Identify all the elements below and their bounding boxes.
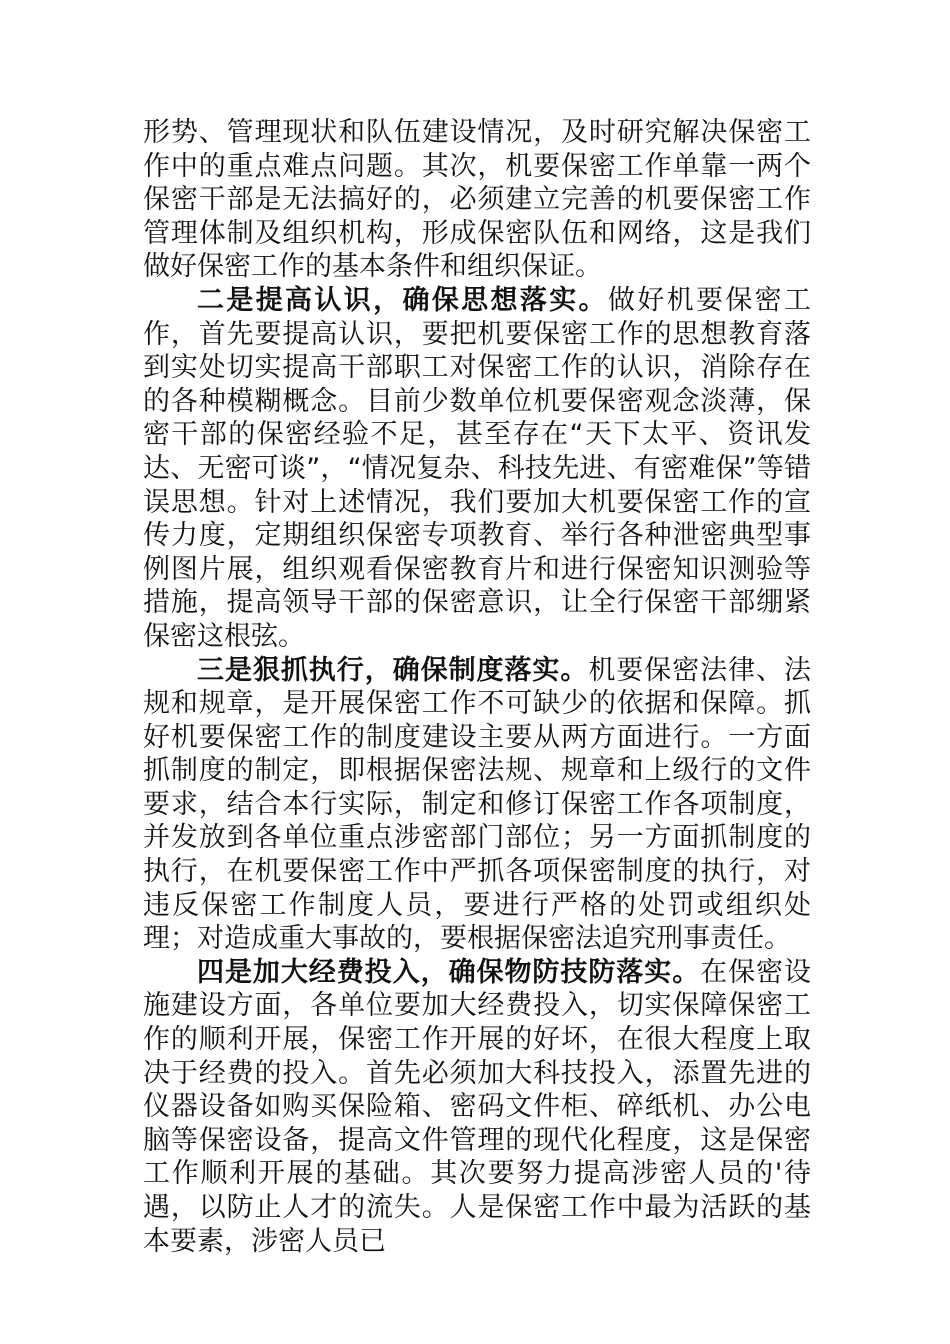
paragraph-2-text: 做好机要保密工作，首先要提高认识，要把机要保密工作的思想教育落到实处切实提高干部职工对保密工作的认识，消除存在的各种模糊概念。目前少数单位机要保密观念淡薄，保密干部的保密经验不足，甚至存在“天下太平、资讯发达、无密可谈”，“情况复杂、科技先进、有密难保”等错误思想。针对上述情况，我们要加大机要保密工作的宣传力度，定期组织保密专项教育、举行各种泄密典型事例图片展，组织观看保密教育片和进行保密知识测验等措施，提高领导干部的保密意识，让全行保密干部绷紧保密这根弦。 [143, 284, 812, 652]
paragraph-2 [143, 284, 811, 654]
paragraph-4 [143, 956, 811, 1258]
paragraph-2-lead: 二是提高认识，确保思想落实。 [197, 284, 608, 316]
paragraph-1 [143, 116, 811, 284]
paragraph-3 [143, 654, 811, 956]
paragraph-3-lead: 三是狠抓执行，确保制度落实。 [197, 654, 589, 686]
paragraph-4-text: 在保密设施建设方面，各单位要加大经费投入，切实保障保密工作的顺利开展，保密工作开展的好坏，在很大程度上取决于经费的投入。首先必须加大科技投入，添置先进的仪器设备如购买保险箱、密码文件柜、碎纸机、办公电脑等保密设备，提高文件管理的现代化程度，这是保密工作顺利开展的基础。其次要努力提高涉密人员的'待遇，以防止人才的流失。人是保密工作中最为活跃的基本要素，涉密人员已 [143, 956, 812, 1257]
paragraph-1-text: 形势、管理现状和队伍建设情况，及时研究解决保密工作中的重点难点问题。其次，机要保密工作单靠一两个保密干部是无法搞好的，必须建立完善的机要保密工作管理体制及组织机构，形成保密队伍和网络，这是我们做好保密工作的基本条件和组织保证。 [143, 117, 811, 283]
document-page [143, 116, 811, 1258]
paragraph-3-text: 机要保密法律、法规和规章，是开展保密工作不可缺少的依据和保障。抓好机要保密工作的制度建设主要从两方面进行。一方面抓制度的制定，即根据保密法规、规章和上级行的文件要求，结合本行实际，制定和修订保密工作各项制度，并发放到各单位重点涉密部门部位；另一方面抓制度的执行，在机要保密工作中严抓各项保密制度的执行，对违反保密工作制度人员，要进行严格的处罚或组织处理；对造成重大事故的，要根据保密法追究刑事责任。 [143, 654, 812, 955]
paragraph-4-lead: 四是加大经费投入，确保物防技防落实。 [197, 956, 701, 988]
